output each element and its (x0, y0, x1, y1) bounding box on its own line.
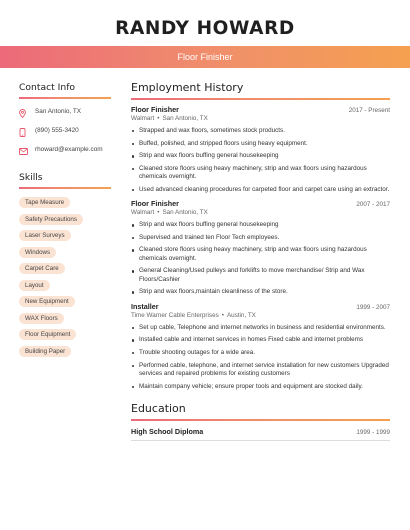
skill-chip: Tape Measure (19, 197, 70, 208)
job-dates: 2017 - Present (348, 107, 390, 114)
job-location: San Antonio, TX (162, 209, 208, 217)
right-column (131, 81, 390, 441)
skill-chip: Safety Precautions (19, 214, 83, 225)
job-dates: 2007 - 2017 (356, 201, 390, 209)
job-company-location (131, 312, 390, 319)
job-title: Floor Finisher (131, 105, 179, 114)
job-company: Time Warner Cable Enterprises (131, 311, 219, 319)
skill-chip: Floor Equipment (19, 329, 76, 340)
job-bullets (131, 127, 390, 194)
job-bullet: Installed cable and internet services in homes Fixed cable and internet problems (131, 336, 390, 344)
education-degree: High School Diploma (131, 426, 204, 436)
job-location: San Antonio, TX (162, 115, 208, 122)
skill-chip: Windows (19, 247, 56, 258)
skill-chip: Laser Surveys (19, 230, 71, 241)
job-bullet: Used advanced cleaning procedures for carpeted floor and carpet care using an extractor. (131, 186, 390, 194)
job-bullet: Maintain company vehicle; ensure proper tools and equipment are stocked daily. (131, 383, 390, 391)
separator-dot: • (221, 311, 224, 319)
job-bullet: Supervised and trained ten Floor Tech employees. (131, 234, 390, 242)
job-title: Installer (131, 301, 159, 311)
skill-chip: Building Paper (19, 346, 71, 357)
email-icon (19, 146, 35, 156)
job-entry (131, 199, 390, 297)
education-dates: 1999 - 1999 (356, 428, 390, 436)
skill-chip: New Equipment (19, 296, 75, 307)
job-bullet: Trouble shooting outages for a wide area. (131, 349, 390, 357)
left-column (19, 82, 111, 362)
skills-divider (19, 187, 111, 189)
contact-email[interactable] (19, 146, 111, 156)
separator-dot: • (157, 209, 160, 217)
job-title: Floor Finisher (131, 199, 179, 209)
contact-heading: Contact Info (19, 82, 76, 93)
job-bullet: Set up cable, Telephone and internet networks in business and residential environments. (131, 324, 390, 332)
job-bullet: Strip and wax floors,maintain cleanliness of the store. (131, 288, 390, 296)
location-pin-icon (19, 108, 35, 118)
contact-phone (19, 127, 111, 137)
job-bullet: General Cleaning/Used pulleys and forklifts to move merchandise/ Strip and Wax Floors/Cashier (131, 267, 390, 284)
job-company-location (131, 115, 390, 122)
contact-divider (19, 97, 111, 99)
job-bullet: Strapped and wax floors, sometimes stock products. (131, 127, 390, 135)
job-bullet: Performed cable, telephone, and internet service installation for new customers Upgraded services and repaired problems for existing customers (131, 362, 390, 379)
skill-chip: WAX Floors (19, 313, 64, 324)
job-entry (131, 302, 390, 391)
education-heading: Education (131, 401, 186, 415)
job-title-banner: Floor Finisher (0, 46, 410, 68)
job-bullets (131, 221, 390, 297)
job-bullets (131, 324, 390, 391)
job-bullet: Buffed, polished, and stripped floors using heavy equipment. (131, 140, 390, 148)
resume-name: RANDY HOWARD (115, 18, 295, 39)
education-divider (131, 419, 390, 421)
job-bullet: Cleaned store floors using heavy machinery, strip and wax floors using hazardous chemicals overnight. (131, 165, 390, 182)
job-entry (131, 105, 390, 194)
skills-list (19, 197, 111, 357)
skill-chip: Layout (19, 280, 50, 291)
employment-heading: Employment History (131, 81, 244, 94)
skill-chip: Carpet Care (19, 263, 65, 274)
job-location: Austin, TX (226, 311, 256, 319)
skills-heading: Skills (19, 172, 43, 183)
education-section (131, 402, 390, 441)
contact-location-text: San Antonio, TX (35, 108, 82, 115)
employment-divider (131, 98, 390, 100)
job-bullet: Strip and wax floors buffing general housekeeping (131, 152, 390, 160)
job-company: Walmart (131, 209, 155, 217)
contact-list (19, 108, 111, 156)
education-entry-divider (131, 440, 390, 441)
contact-phone-text: (890) 555-3420 (35, 127, 79, 134)
job-bullet: Strip and wax floors buffing general housekeeping (131, 221, 390, 229)
phone-icon (19, 127, 35, 137)
separator-dot: • (157, 115, 160, 122)
contact-email-text[interactable]: rhoward@example.com (35, 146, 103, 153)
job-bullet: Cleaned store floors using heavy machinery, strip and wax floors using hazardous chemicals overnight. (131, 246, 390, 263)
contact-location (19, 108, 111, 118)
job-company: Walmart (131, 115, 155, 122)
job-dates: 1999 - 2007 (356, 303, 390, 311)
job-company-location (131, 209, 390, 216)
education-entry (131, 427, 390, 436)
